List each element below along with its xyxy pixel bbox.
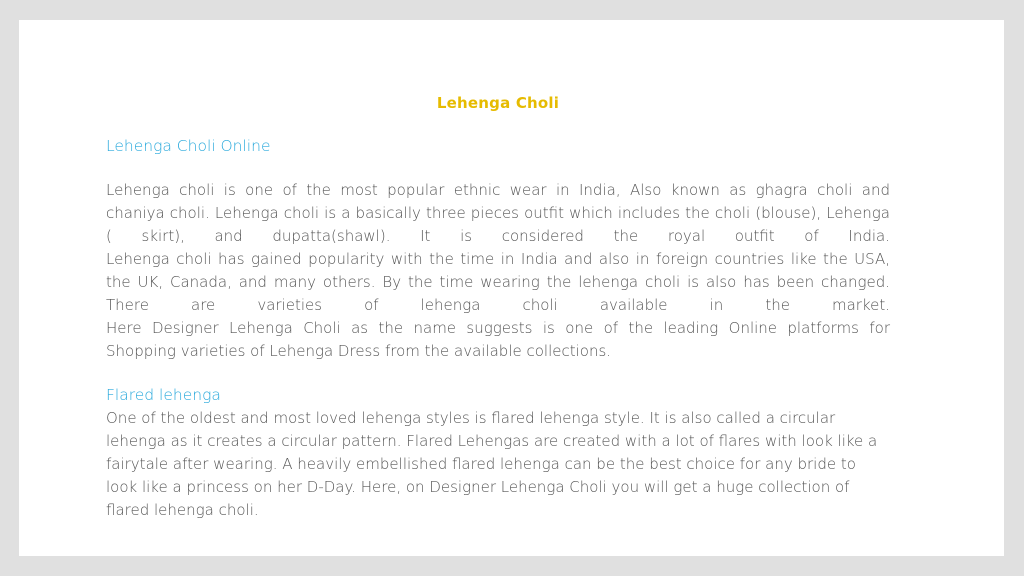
paragraph-line: There are varieties of lehenga choli available in the market.: [106, 296, 890, 314]
paragraph-line: chaniya choli. Lehenga choli is a basically three pieces outfit which includes the choli (blouse), Lehenga: [106, 204, 890, 222]
slide: [19, 20, 1004, 556]
paragraph-line: Shopping varieties of Lehenga Dress from the available collections.: [106, 342, 612, 360]
spacer: [106, 158, 890, 179]
slide-title: Lehenga Choli: [436, 94, 560, 112]
paragraph-line: Lehenga choli has gained popularity with the time in India and also in foreign countries like the USA,: [106, 250, 890, 268]
paragraph-line: flared lehenga choli.: [106, 501, 259, 519]
paragraph-line: Lehenga choli is one of the most popular ethnic wear in India, Also known as ghagra choli and: [106, 181, 890, 199]
paragraph-line: lehenga as it creates a circular pattern. Flared Lehengas are created with a lot of flares with look like a: [106, 432, 878, 450]
section-paragraph-lehenga-choli-online: [106, 179, 890, 363]
slide-content: [106, 135, 890, 522]
section-paragraph-flared-lehenga: [106, 407, 890, 522]
paragraph-line: Here Designer Lehenga Choli as the name suggests is one of the leading Online platforms for: [106, 319, 890, 337]
paragraph-line: fairytale after wearing. A heavily embellished flared lehenga can be the best choice for any bride to: [106, 455, 856, 473]
section-heading-lehenga-choli-online: Lehenga Choli Online: [106, 137, 271, 155]
spacer: [106, 363, 890, 384]
paragraph-line: the UK, Canada, and many others. By the time wearing the lehenga choli is also has been changed.: [106, 273, 890, 291]
section-heading-flared-lehenga: Flared lehenga: [106, 386, 221, 404]
paragraph-line: ( skirt), and dupatta(shawl). It is considered the royal outfit of India.: [106, 227, 890, 245]
paragraph-line: look like a princess on her D-Day. Here, on Designer Lehenga Choli you will get a huge collection of: [106, 478, 850, 496]
paragraph-line: One of the oldest and most loved lehenga styles is flared lehenga style. It is also called a circular: [106, 409, 836, 427]
